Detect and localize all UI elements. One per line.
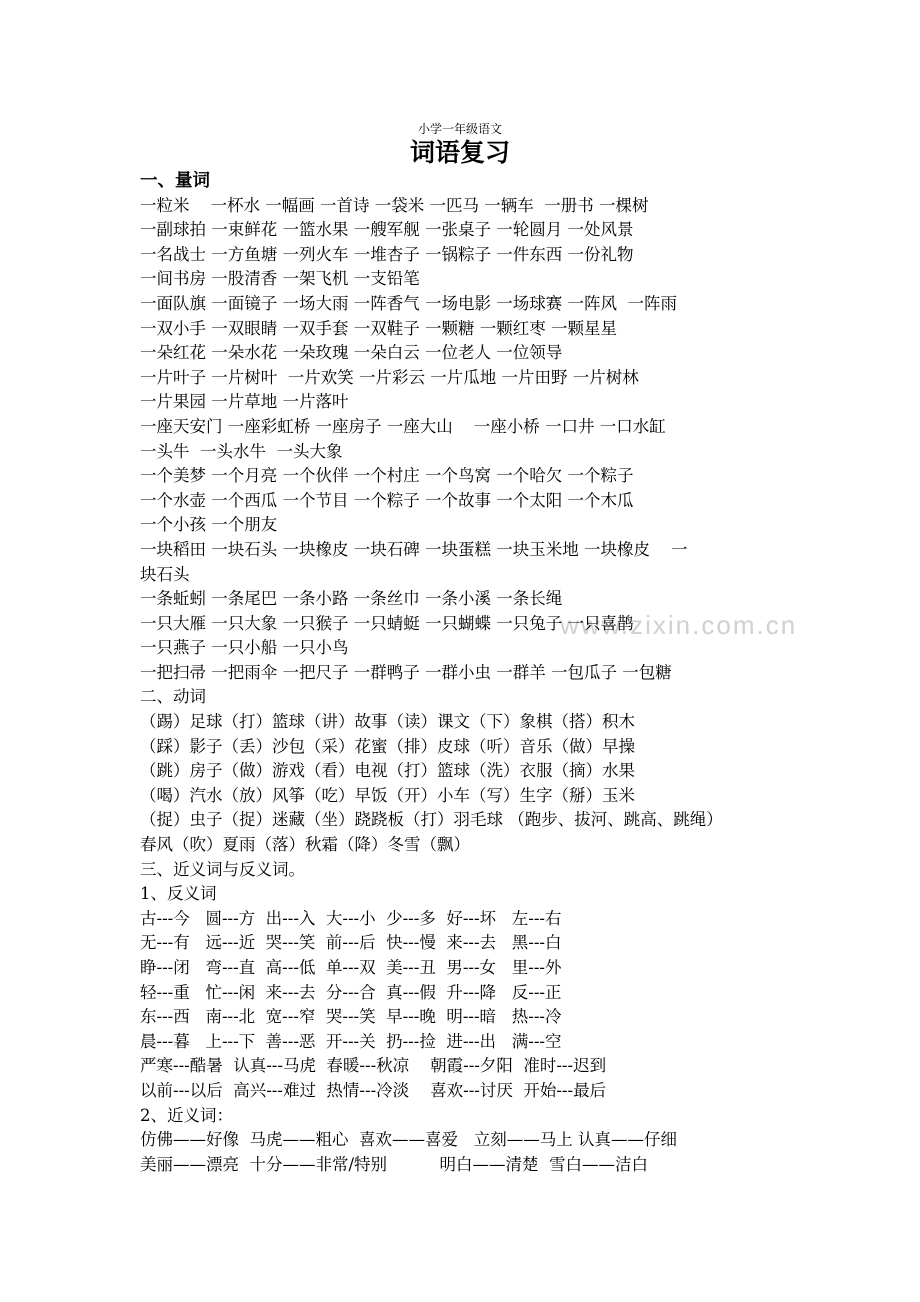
text-line: 仿佛——好像 马虎——粗心 喜欢——喜爱 立刻——马上 认真——仔细 [140,1130,677,1150]
text-line: （跳）房子（做）游戏（看）电视（打）篮球（洗）衣服（摘）水果 [140,761,635,781]
text-line: 以前---以后 高兴---难过 热情---冷淡 喜欢---讨厌 开始---最后 [140,1080,607,1100]
text-line: 一个小孩 一个朋友 [140,515,278,535]
text-line: 轻---重 忙---闲 来---去 分---合 真---假 升---降 反---正 [140,982,562,1002]
text-line: 一名战士 一方鱼塘 一列火车 一堆杏子 一锅粽子 一件东西 一份礼物 [140,244,634,264]
text-line: 一面队旗 一面镜子 一场大雨 一阵香气 一场电影 一场球赛 一阵风 一阵雨 [140,293,677,313]
text-line: 一粒米 一杯水 一幅画 一首诗 一袋米 一匹马 一辆车 一册书 一棵树 [140,195,649,215]
text-line: 春风（吹）夏雨（落）秋霜（降）冬雪（飘） [140,835,470,855]
text-line: （捉）虫子（捉）迷藏（坐）跷跷板（打）羽毛球 （跑步、拔河、跳高、跳绳） [140,810,723,830]
text-line: 一个水壶 一个西瓜 一个节目 一个粽子 一个故事 一个太阳 一个木瓜 [140,490,634,510]
watermark: www.zixin.com.cn [560,610,798,640]
text-line: 古---今 圆---方 出---入 大---小 少---多 好---坏 左---右 [140,908,562,928]
text-line: 一条蚯蚓 一条尾巴 一条小路 一条丝巾 一条小溪 一条长绳 [140,589,563,609]
section-heading: 一、量词 [140,171,210,191]
text-line: （喝）汽水（放）风筝（吃）早饭（开）小车（写）生字（掰）玉米 [140,785,635,805]
text-line: 1、反义词 [140,884,217,904]
text-line: 一只燕子 一只小船 一只小鸟 [140,638,349,658]
text-line: 一头牛 一头水牛 一头大象 [140,441,343,461]
text-line: 一把扫帚 一把雨伞 一把尺子 一群鸭子 一群小虫 一群羊 一包瓜子 一包糖 [140,662,672,682]
text-line: 一双小手 一双眼睛 一双手套 一双鞋子 一颗糖 一颗红枣 一颗星星 [140,318,617,338]
text-line: （踩）影子（丢）沙包（采）花蜜（排）皮球（听）音乐（做）早操 [140,736,635,756]
text-line: 一座天安门 一座彩虹桥 一座房子 一座大山 一座小桥 一口井 一口水缸 [140,416,666,436]
document-body [140,169,800,1177]
document-subtitle: 小学一年级语文 [417,122,502,136]
text-line: 一个美梦 一个月亮 一个伙伴 一个村庄 一个鸟窝 一个哈欠 一个粽子 [140,466,634,486]
document-title: 词语复习 [409,138,510,167]
text-line: 一只大雁 一只大象 一只猴子 一只蜻蜓 一只蝴蝶 一只兔子 一只喜鹊 [140,613,634,633]
text-line: 二、动词 [140,687,206,707]
text-line: 2、近义词： [140,1105,233,1125]
text-line: 一片叶子 一片树叶 一片欢笑 一片彩云 一片瓜地 一片田野 一片树林 [140,367,639,387]
text-line: 一片果园 一片草地 一片落叶 [140,392,349,412]
text-line: 晨---暮 上---下 善---恶 开---关 扔---捡 进---出 满---空 [140,1031,562,1051]
text-line: 一朵红花 一朵水花 一朵玫瑰 一朵白云 一位老人 一位领导 [140,343,563,363]
text-line: 睁---闭 弯---直 高---低 单---双 美---丑 男---女 里---外 [140,958,562,977]
text-line: 严寒---酷暑 认真---马虎 春暖---秋凉 朝霞---夕阳 准时---迟到 [140,1056,607,1076]
text-line: 一块稻田 一块石头 一块橡皮 一块石碑 一块蛋糕 一块玉米地 一块橡皮 一 [140,539,688,559]
text-line: 东---西 南---北 宽---窄 哭---笑 早---晚 明---暗 热---冷 [140,1007,562,1027]
text-line: 美丽——漂亮 十分——非常/特别 明白——清楚 雪白——洁白 [140,1154,648,1174]
text-line: 块石头 [140,564,190,584]
text-line: 一副球拍 一束鲜花 一篮水果 一艘军舰 一张桌子 一轮圆月 一处风景 [140,220,634,240]
text-line: 无---有 远---近 哭---笑 前---后 快---慢 来---去 黑---白 [140,933,562,953]
text-line: （踢）足球（打）篮球（讲）故事（读）课文（下）象棋（搭）积木 [140,712,635,732]
text-line: 一间书房 一股清香 一架飞机 一支铅笔 [140,269,420,289]
text-line: 三、近义词与反义词。 [140,859,305,879]
